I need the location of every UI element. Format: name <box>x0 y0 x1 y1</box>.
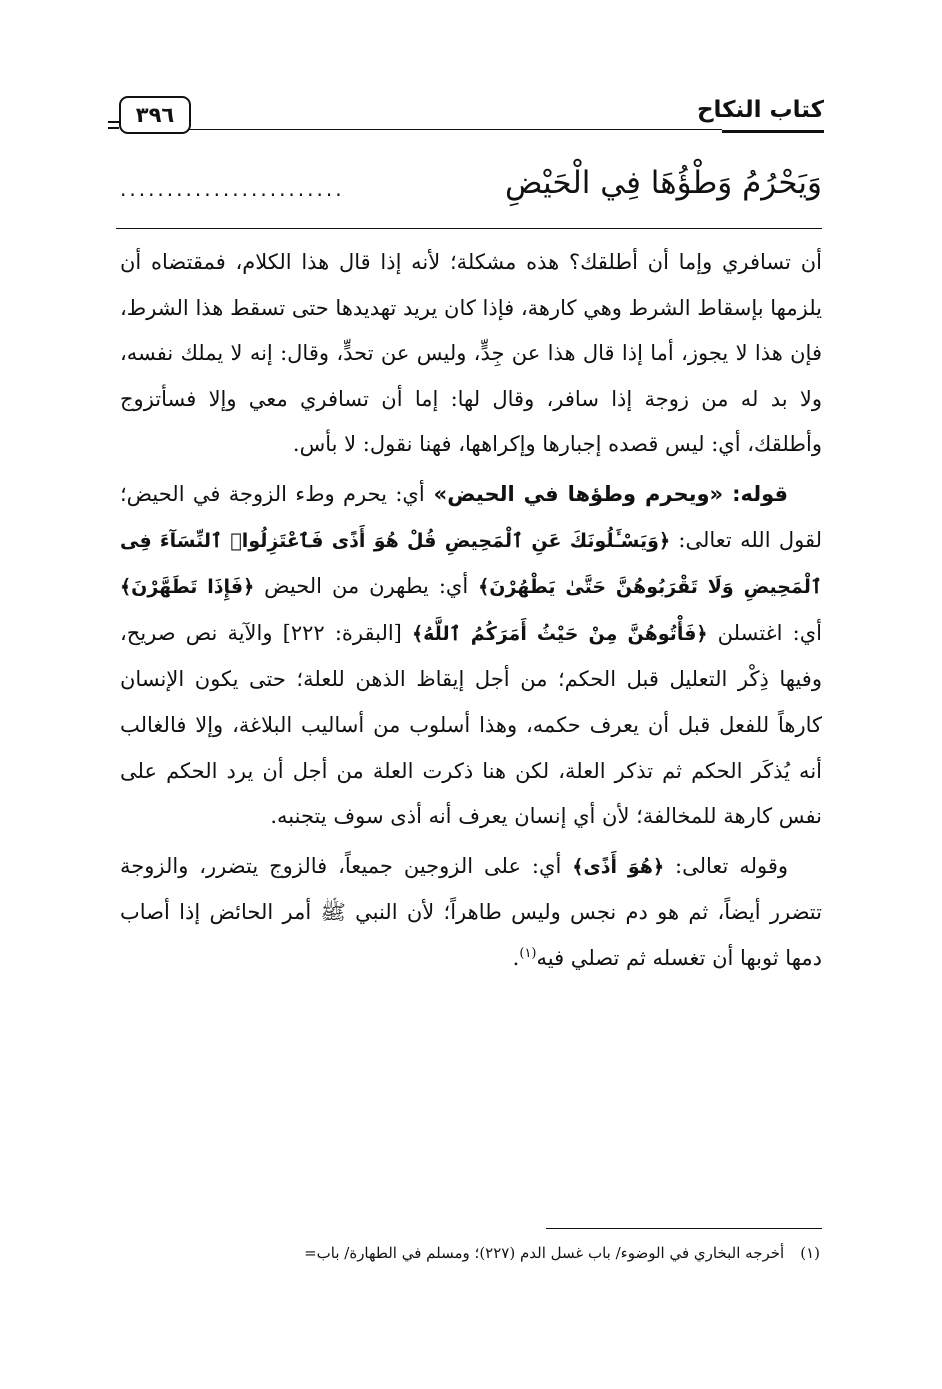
section-title: وَيَحْرُمُ وَطْؤُهَا فِي الْحَيْضِ <box>505 165 822 201</box>
main-text <box>120 240 822 982</box>
header-underline <box>722 130 824 133</box>
verse-quote-3: ﴿فَأْتُوهُنَّ مِنْ حَيْثُ أَمَرَكُمُ ٱللَّهُ﴾ <box>412 622 708 645</box>
footnote <box>118 1240 820 1266</box>
paragraph-3 <box>120 844 822 982</box>
paragraph-2-text-c: أي: اغتسلن <box>707 620 822 645</box>
verse-quote-2: ﴿فَإِذَا تَطَهَّرْنَ﴾ <box>120 576 255 599</box>
footnote-divider <box>546 1228 822 1229</box>
paragraph-2-text-b: أي: يطهرن من الحيض <box>254 574 479 599</box>
paragraph-2-text-d: [البقرة: ٢٢٢] والآية نص صريح، وفيها ذِكْر التعليل قبل الحكم؛ من أجل إيقاظ الذهن للعلة؛ حتى يكون الإنسان كارهاً للفعل قبل أن يعرف حكمه، وهذا أسلوب من أساليب البلاغة، وإلا فالغالب أنه يُذكَر الحكم ثم تذكر العلة، لكن هنا ذكرت العلة من أجل أن يرد الحكم على نفس كارهة للمخالفة؛ لأن أي إنسان يعرف أنه أذى سوف يتجنبه. <box>120 620 822 829</box>
footnote-number: (١) <box>800 1244 820 1262</box>
paragraph-2 <box>120 472 822 840</box>
book-title: كتاب النكاح <box>696 97 824 123</box>
header-double-rule-top <box>108 121 119 123</box>
paragraph-3-end: . <box>512 945 520 970</box>
paragraph-1: أن تسافري وإما أن أطلقك؟ هذه مشكلة؛ لأنه إذا قال هذا الكلام، فمقتضاه أن يلزمها بإسقاط الشرط وهي كارهة، فإذا كان يريد تهديدها حتى تسقط هذا الشرط، فإن هذا لا يجوز، أما إذا قال هذا عن جِدٍّ، وليس عن تحدٍّ، وقال: إنه لا يملك نفسه، ولا بد له من زوجة إذا سافر، وقال لها: إما أن تسافري معي وإلا فسأتزوج وأطلقك، أي: ليس قصده إجبارها وإكراهها، فهنا نقول: لا بأس. <box>120 250 822 457</box>
header-double-rule-bottom <box>108 127 119 129</box>
quote-lead: قوله: <box>732 481 788 506</box>
paragraph-2-text-a: أي: يحرم وطء الزوجة في الحيض؛ لقول الله تعالى: <box>120 481 822 552</box>
heading-divider <box>116 228 822 229</box>
page-number: ٣٩٦ <box>119 96 191 134</box>
verse-quote-1: ﴿وَيَسْـَٔلُونَكَ عَنِ ٱلْمَحِيضِ قُلْ هُوَ أَذًى فَٱعْتَزِلُوا۟ ٱلنِّسَآءَ فِى ٱلْمَحِيضِ وَلَا تَقْرَبُوهُنَّ حَتَّىٰ يَطْهُرْنَ﴾ <box>120 529 822 599</box>
paragraph-3-text-a: وقوله تعالى: <box>664 853 788 878</box>
footnote-text: أخرجه البخاري في الوضوء/ باب غسل الدم (٢٢٧)؛ ومسلم في الطهارة/ باب= <box>304 1244 785 1262</box>
paragraph-3-text-b: أي: على الزوجين جميعاً، فالزوج يتضرر، والزوجة تتضرر أيضاً، ثم هو دم نجس وليس طاهراً؛ لأن النبي ﷺ أمر الحائض إذا أصاب دمها ثوبها أن تغسله ثم تصلي فيه <box>120 853 822 970</box>
header-divider <box>189 129 722 130</box>
quoted-matn: «ويحرم وطؤها في الحيض» <box>424 481 733 506</box>
footnote-reference[interactable]: (١) <box>519 945 537 961</box>
section-heading <box>120 160 822 210</box>
section-dots: ........................ <box>120 177 345 201</box>
verse-quote-4: ﴿هُوَ أَذًى﴾ <box>572 855 665 878</box>
page-header <box>108 96 824 136</box>
